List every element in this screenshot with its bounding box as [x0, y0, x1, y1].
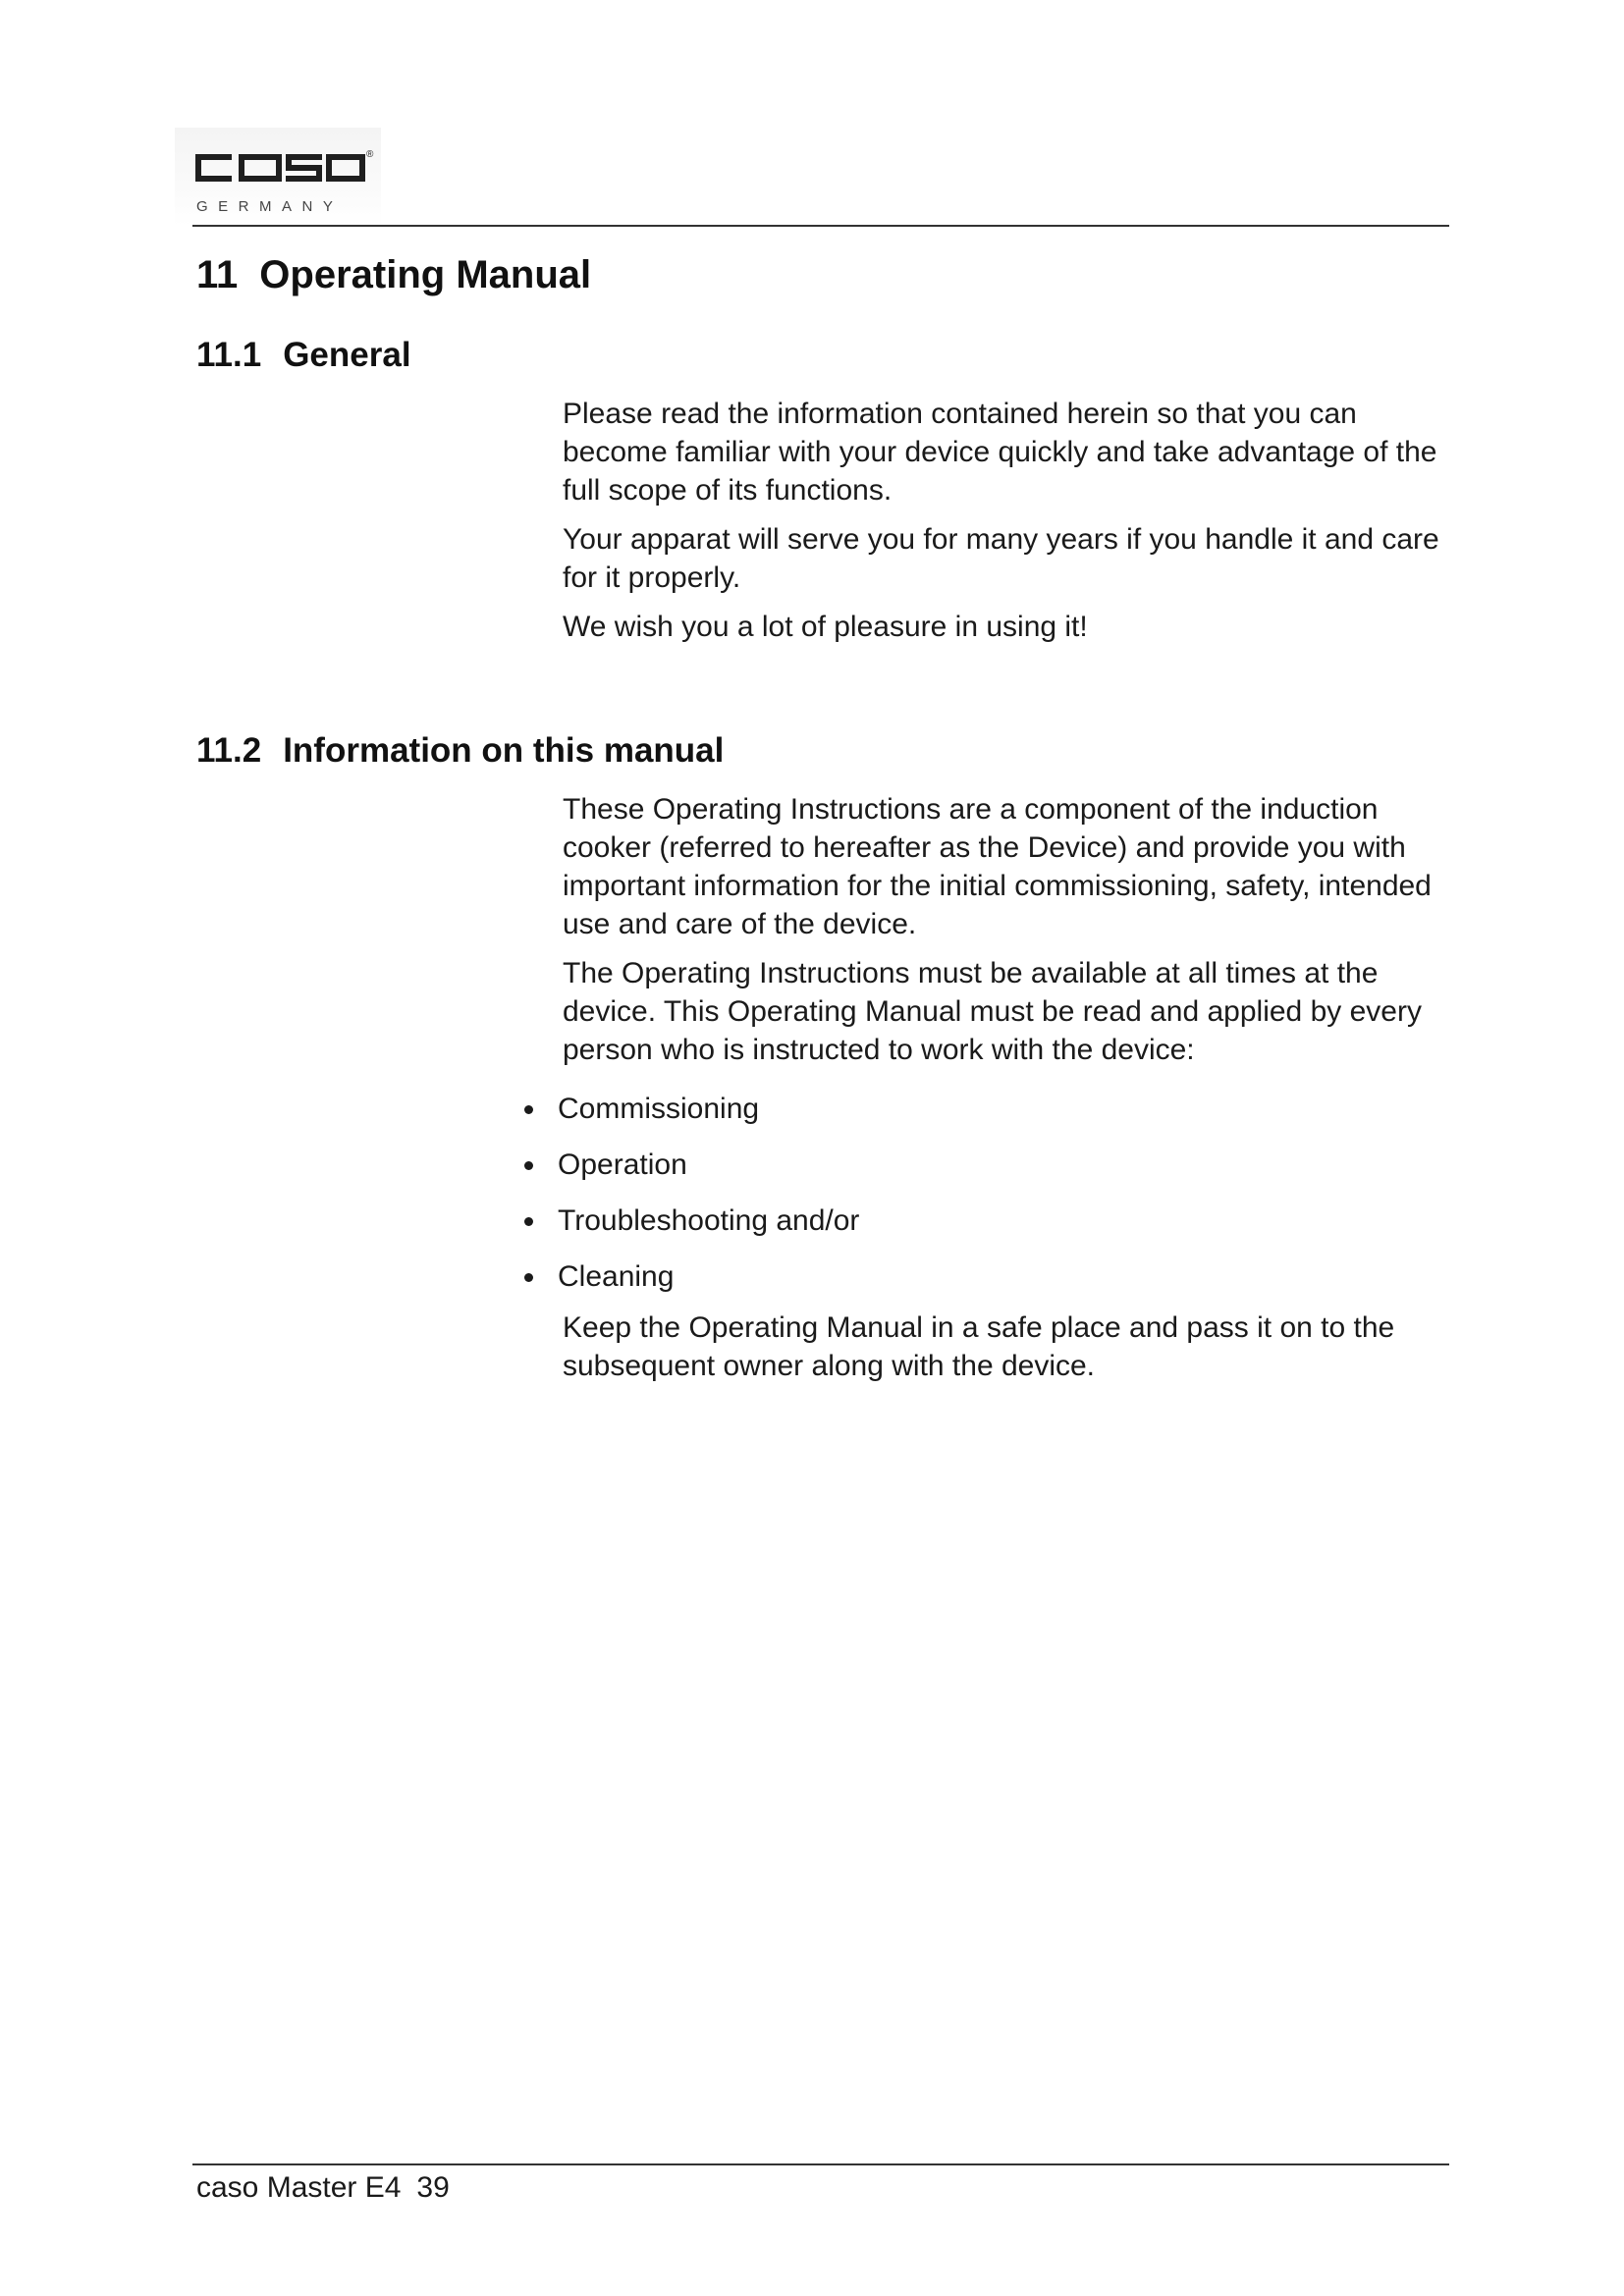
- bullet-icon: [524, 1161, 533, 1170]
- bullet-icon: [524, 1217, 533, 1226]
- list-item: Cleaning: [520, 1257, 859, 1296]
- section-heading-general: [196, 336, 411, 375]
- bullet-icon: [524, 1105, 533, 1114]
- section-information-body: [563, 790, 1466, 1080]
- paragraph: We wish you a lot of pleasure in using it!: [563, 611, 1088, 643]
- list-item: Commissioning: [520, 1090, 859, 1128]
- section-heading-information: [196, 731, 724, 771]
- page-number: 39: [416, 2171, 450, 2204]
- page-footer: [196, 2171, 450, 2205]
- header-divider: [192, 225, 1449, 227]
- section-number: 11.1: [196, 336, 262, 374]
- chapter-heading: [196, 253, 591, 297]
- section-title: General: [283, 336, 411, 374]
- registered-mark: ®: [366, 149, 374, 160]
- bullet-icon: [524, 1273, 533, 1282]
- caso-wordmark-graphic: [175, 128, 381, 196]
- audience-list: [520, 1090, 859, 1313]
- section-general-body: [563, 395, 1466, 657]
- footer-product: caso Master E4: [196, 2171, 402, 2204]
- paragraph: Please read the information contained herein so that you can become familiar with your device quickly and take advantage of the full scope of its functions.: [563, 398, 1437, 507]
- section-number: 11.2: [196, 731, 262, 770]
- section-title: Information on this manual: [283, 731, 725, 770]
- chapter-number: 11: [196, 253, 239, 296]
- closing-paragraph-block: [563, 1308, 1466, 1396]
- chapter-title: Operating Manual: [259, 253, 592, 296]
- paragraph: The Operating Instructions must be available at all times at the device. This Operating Manual must be read and applied by every person who is instructed to work with the device:: [563, 957, 1422, 1066]
- caso-germany-logo: [175, 128, 381, 226]
- list-item: Operation: [520, 1146, 859, 1184]
- footer-divider: [192, 2163, 1449, 2165]
- paragraph: Keep the Operating Manual in a safe place and pass it on to the subsequent owner along with the device.: [563, 1311, 1395, 1382]
- paragraph: Your apparat will serve you for many years if you handle it and care for it properly.: [563, 523, 1439, 594]
- list-item: Troubleshooting and/or: [520, 1201, 859, 1240]
- logo-tagline: GERMANY: [196, 198, 344, 215]
- paragraph: These Operating Instructions are a component of the induction cooker (referred to hereafter as the Device) and provide you with important information for the initial commissioning, safety, intended use and care of the device.: [563, 793, 1432, 940]
